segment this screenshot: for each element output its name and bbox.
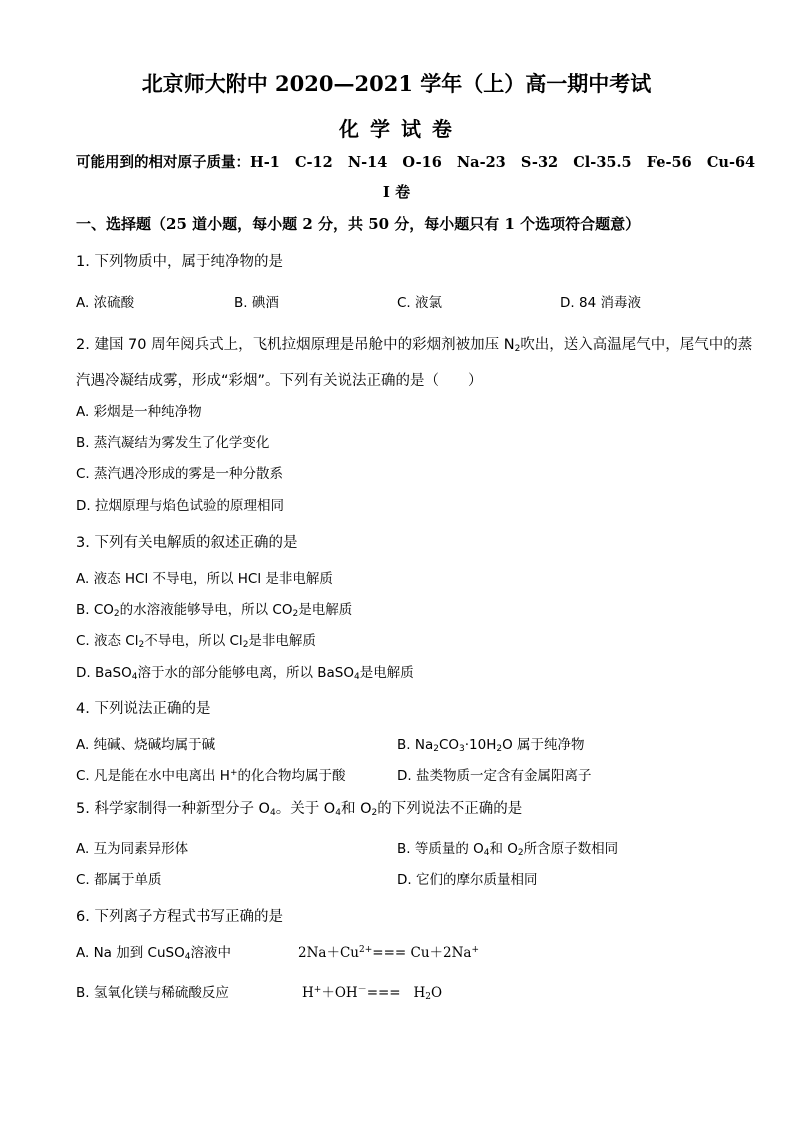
question-6-option-b: B. 氢氧化镁与稀硫酸反应 [76,985,229,1001]
question-2-stem-line1: 2. 建国 70 周年阅兵式上，飞机拉烟原理是吊舱中的彩烟剂被加压 $N_2$吹出，送入高温尾气中，尾气中的蒸 [76,337,753,354]
question-2-option-b: B. 蒸汽凝结为雾发生了化学变化 [76,435,270,451]
question-3-option-d: D. BaSO$_4$溶于水的部分能够电离，所以 BaSO$_4$是电解质 [76,665,414,682]
question-2-stem-line2: 汽遇冷凝结成雾，形成“彩烟”。下列有关说法正确的是（ ） [76,373,483,389]
question-5-option-a: A. 互为同素异形体 [76,841,189,857]
question-2-option-a: A. 彩烟是一种纯净物 [76,404,202,420]
question-6-stem: 6. 下列离子方程式书写正确的是 [76,909,283,925]
question-6-option-a: A. Na 加到 CuSO$_4$溶液中 [76,945,231,962]
question-5-option-d: D. 它们的摩尔质量相同 [397,872,538,888]
question-1-option-b: B. 碘酒 [234,295,279,311]
page-title: 北京师大附中 2020—2021 学年（上）高一期中考试 [141,71,652,96]
question-4-option-d: D. 盐类物质一定含有金属阳离子 [397,768,592,784]
question-5-option-b: B. 等质量的 $O_4$和 $O_2$所含原子数相同 [397,841,619,858]
atomic-masses-line: 可能用到的相对原子质量：H-1 C-12 N-14 O-16 Na-23 S-32 Cl-35.5 Fe-56 Cu-64 [76,154,756,171]
question-5-option-c: C. 都属于单质 [76,872,162,888]
question-4-stem: 4. 下列说法正确的是 [76,701,211,717]
question-2-option-c: C. 蒸汽遇冷形成的雾是一种分散系 [76,466,284,482]
question-4-option-b: B. $Na_2CO_3\cdot 10H_2O$ 属于纯净物 [397,737,585,754]
question-2-option-d: D. 拉烟原理与焰色试验的原理相同 [76,498,284,514]
volume-label: I 卷 [382,183,411,201]
question-4-option-c: C. 凡是能在水中电离出 H+的化合物均属于酸 [76,768,346,784]
question-3-option-b: B. $CO_2$的水溶液能够导电，所以 $CO_2$是电解质 [76,602,353,619]
question-1-option-c: C. 液氯 [397,295,443,311]
question-1-option-d: D. 84 消毒液 [560,295,641,311]
question-3-option-a: A. 液态 HCl 不导电，所以 HCl 是非电解质 [76,571,333,587]
question-1-option-a: A. 浓硫酸 [76,295,135,311]
question-1-stem: 1. 下列物质中，属于纯净物的是 [76,254,283,270]
page-subtitle: 化 学 试 卷 [339,117,454,141]
question-3-stem: 3. 下列有关电解质的叙述正确的是 [76,535,298,551]
question-3-option-c: C. 液态 $Cl_2$不导电，所以 $Cl_2$是非电解质 [76,633,316,650]
question-6-option-b-equation: $H^++OH^-=== H_2O$ [302,985,443,1002]
question-5-stem: 5. 科学家制得一种新型分子 $O_4$。关于 $O_4$和 $O_2$的下列说法不正确的是 [76,801,523,818]
section-heading: 一、选择题（25 道小题，每小题 2 分，共 50 分，每小题只有 1 个选项符合题意） [76,215,641,233]
question-6-option-a-equation: $2Na+Cu^{2+}=== Cu+2Na^+$ [298,945,480,961]
question-4-option-a: A. 纯碱、烧碱均属于碱 [76,737,216,753]
